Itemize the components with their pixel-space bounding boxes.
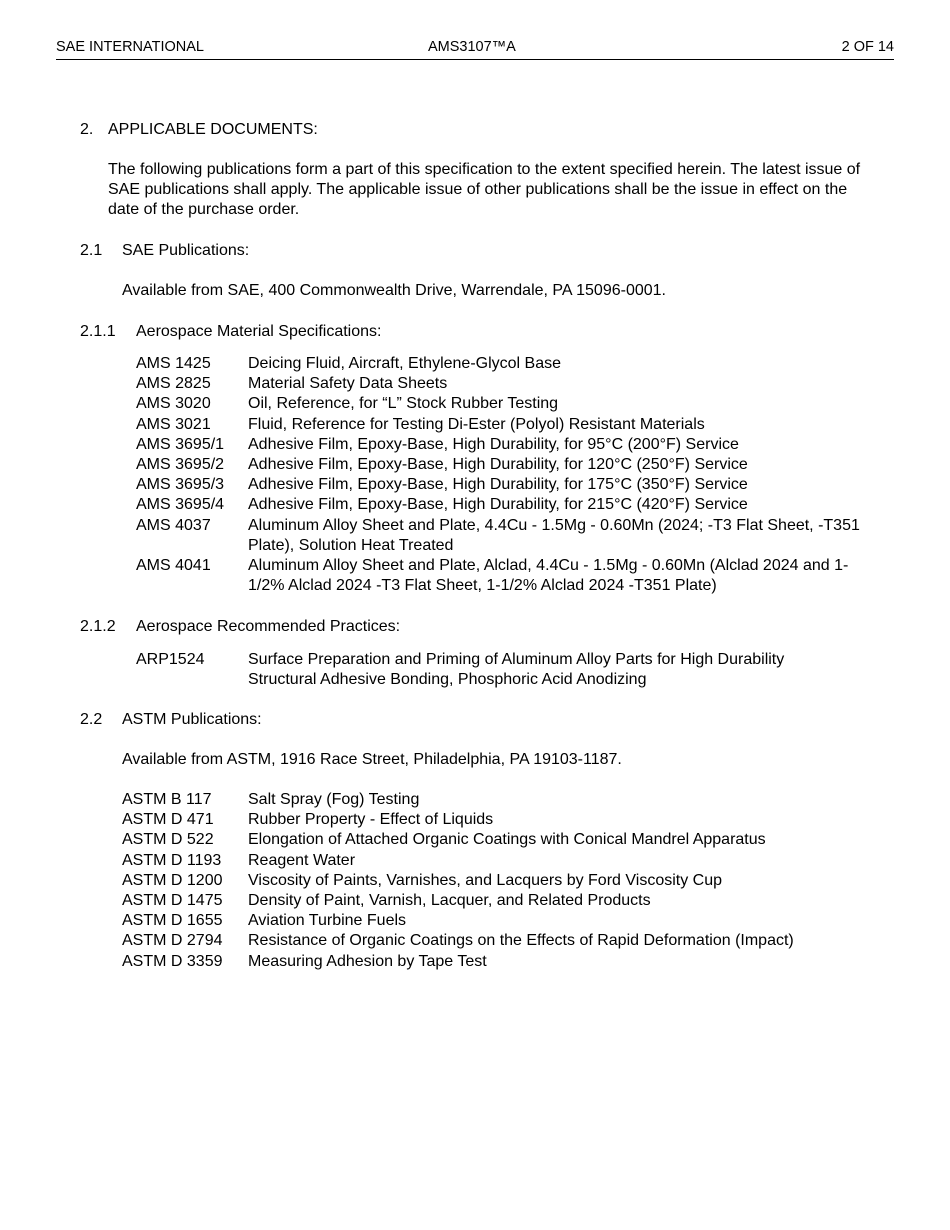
reference-list-item — [136, 516, 878, 554]
section-2-2-title: ASTM Publications: — [122, 711, 262, 728]
reference-id: ASTM D 1475 — [122, 892, 223, 909]
section-2-number: 2. — [80, 121, 94, 138]
reference-list-item — [122, 911, 888, 931]
reference-id: ASTM D 1193 — [122, 851, 222, 869]
reference-id: AMS 4041 — [136, 557, 211, 574]
reference-list-item — [122, 931, 888, 951]
reference-id: AMS 3695/3 — [136, 476, 225, 494]
section-2-1-1-number: 2.1.1 — [80, 323, 116, 340]
section-2-2-number: 2.2 — [80, 711, 103, 728]
reference-list-item — [136, 435, 878, 455]
reference-list-item — [122, 891, 888, 911]
reference-id: ASTM D 2794 — [122, 932, 223, 950]
reference-id: ASTM D 471 — [122, 811, 214, 829]
reference-title: Elongation of Attached Organic Coatings with Conical Mandrel Apparatus — [248, 831, 766, 849]
reference-title: Reagent Water — [248, 851, 356, 869]
reference-list-item — [122, 790, 888, 810]
reference-id: AMS 1425 — [136, 355, 211, 372]
reference-list-item — [122, 871, 888, 891]
section-2-title: APPLICABLE DOCUMENTS: — [108, 121, 318, 138]
reference-list-item — [136, 495, 878, 515]
header-organization: SAE INTERNATIONAL — [56, 39, 204, 55]
section-2-1-2-title: Aerospace Recommended Practices: — [136, 618, 401, 635]
reference-id: AMS 4037 — [136, 516, 211, 534]
section-2-1-number: 2.1 — [80, 242, 103, 259]
reference-title: Salt Spray (Fog) Testing — [248, 791, 420, 808]
reference-title: Oil, Reference, for “L” Stock Rubber Testing — [248, 395, 559, 413]
reference-title: Surface Preparation and Priming of Aluminum Alloy Parts for High Durability Structural Adhesive Bonding, Phosphoric Acid Anodizing — [248, 651, 785, 689]
header-document-id: AMS3107™A — [428, 39, 516, 55]
reference-title: Aluminum Alloy Sheet and Plate, 4.4Cu - 1.5Mg - 0.60Mn (2024; -T3 Flat Sheet, -T351 Plate), Solution Heat Treated — [248, 516, 860, 554]
reference-title: Aluminum Alloy Sheet and Plate, Alclad, 4.4Cu - 1.5Mg - 0.60Mn (Alclad 2024 and 1-1/2% Alclad 2024 -T3 Flat Sheet, 1-1/2% Alclad 2024 -T351 Plate) — [248, 557, 849, 595]
reference-id: AMS 3695/1 — [136, 435, 225, 453]
reference-id: ASTM B 117 — [122, 791, 212, 808]
reference-list-item — [136, 650, 848, 689]
reference-list-item — [136, 415, 878, 435]
section-2-intro: The following publications form a part of this specification to the extent specified herein. The latest issue of SAE publications shall apply. The applicable issue of other publications shall be the issue in effect on the date of the purchase order. — [108, 161, 861, 219]
reference-list-item — [136, 455, 878, 475]
reference-list-item — [136, 475, 878, 495]
reference-title: Measuring Adhesion by Tape Test — [248, 952, 487, 970]
reference-title: Adhesive Film, Epoxy-Base, High Durability, for 120°C (250°F) Service — [248, 456, 748, 473]
reference-title: Adhesive Film, Epoxy-Base, High Durability, for 95°C (200°F) Service — [248, 435, 739, 453]
section-2-1-title: SAE Publications: — [122, 242, 250, 259]
reference-list-item — [136, 354, 878, 374]
reference-list-item — [122, 830, 888, 850]
section-2-1-available: Available from SAE, 400 Commonwealth Drive, Warrendale, PA 15096-0001. — [122, 282, 666, 299]
reference-id: AMS 3695/4 — [136, 496, 225, 514]
reference-id: ASTM D 522 — [122, 831, 214, 849]
reference-title: Density of Paint, Varnish, Lacquer, and Related Products — [248, 892, 651, 909]
reference-list-item — [122, 851, 888, 871]
header-divider — [56, 59, 894, 60]
reference-title: Adhesive Film, Epoxy-Base, High Durability, for 215°C (420°F) Service — [248, 496, 748, 514]
reference-title: Rubber Property - Effect of Liquids — [248, 811, 494, 829]
reference-list-item — [136, 394, 878, 414]
reference-id: ASTM D 1655 — [122, 912, 223, 930]
reference-list-item — [136, 556, 878, 595]
reference-title: Material Safety Data Sheets — [248, 375, 448, 393]
reference-id: ASTM D 1200 — [122, 871, 223, 889]
reference-id: ASTM D 3359 — [122, 952, 223, 970]
section-2-1-1-title: Aerospace Material Specifications: — [136, 323, 382, 340]
reference-id: AMS 3020 — [136, 395, 211, 413]
reference-title: Deicing Fluid, Aircraft, Ethylene-Glycol Base — [248, 355, 562, 372]
reference-list-item — [136, 374, 878, 394]
reference-title: Adhesive Film, Epoxy-Base, High Durability, for 175°C (350°F) Service — [248, 476, 748, 494]
page-header — [56, 38, 894, 58]
section-2-2-available: Available from ASTM, 1916 Race Street, Philadelphia, PA 19103-1187. — [122, 751, 622, 768]
reference-list-item — [122, 952, 888, 972]
header-page-number: 2 OF 14 — [841, 39, 894, 55]
reference-title: Aviation Turbine Fuels — [248, 912, 407, 930]
reference-title: Viscosity of Paints, Varnishes, and Lacquers by Ford Viscosity Cup — [248, 871, 723, 889]
reference-id: AMS 3021 — [136, 415, 211, 433]
reference-title: Fluid, Reference for Testing Di-Ester (Polyol) Resistant Materials — [248, 415, 705, 433]
reference-id: AMS 3695/2 — [136, 456, 225, 473]
reference-list-item — [122, 810, 888, 830]
reference-id: ARP1524 — [136, 651, 205, 668]
section-2-1-2-number: 2.1.2 — [80, 618, 116, 635]
reference-title: Resistance of Organic Coatings on the Effects of Rapid Deformation (Impact) — [248, 932, 794, 950]
reference-id: AMS 2825 — [136, 375, 211, 393]
